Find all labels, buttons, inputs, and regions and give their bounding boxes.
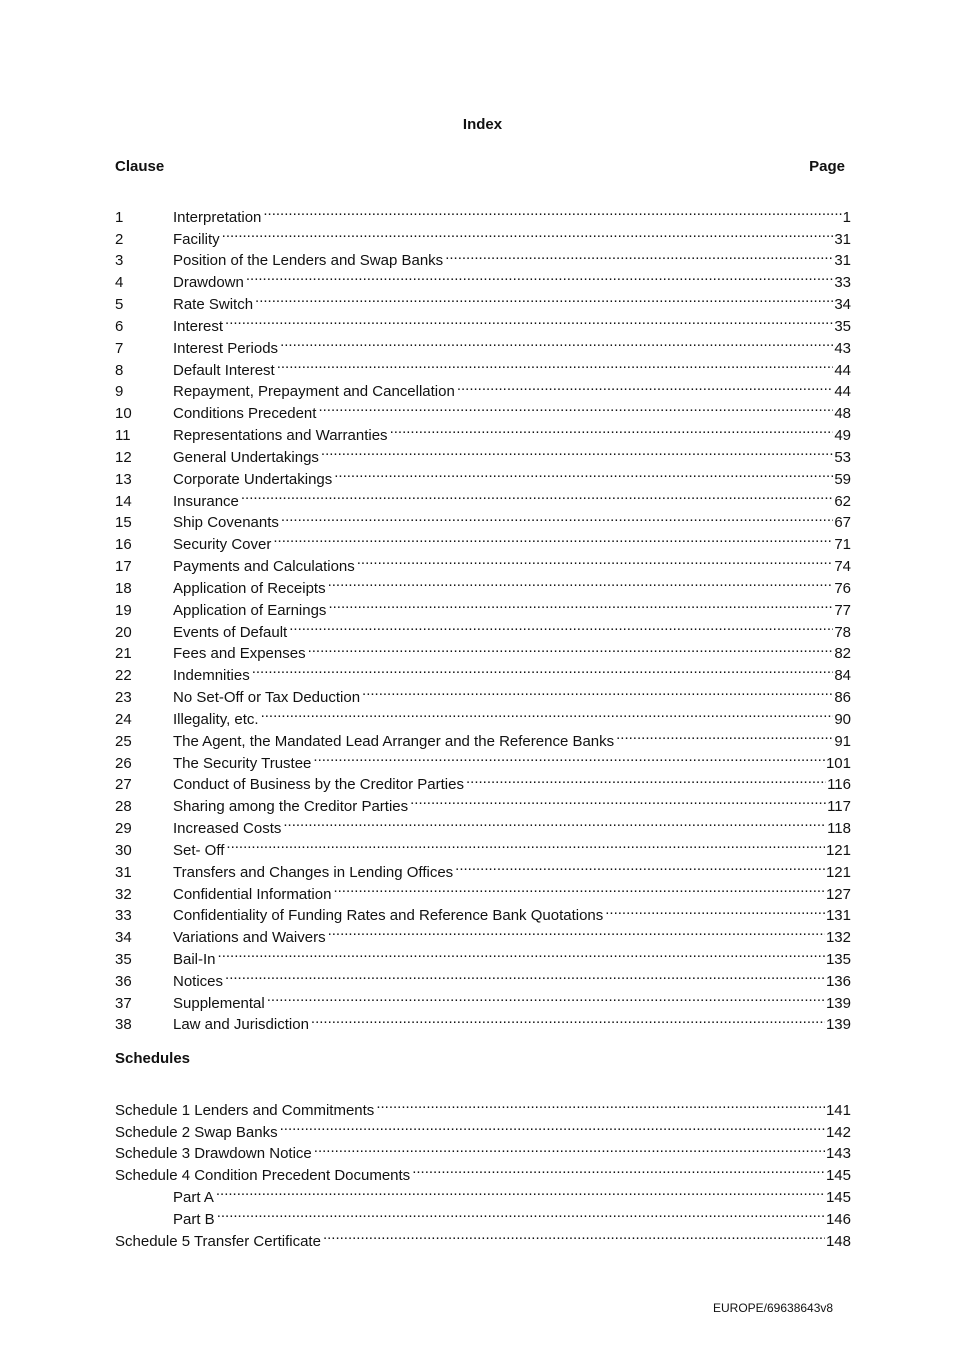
clause-title: Increased Costs xyxy=(173,820,282,838)
clause-title: Confidential Information xyxy=(173,885,332,903)
page-number: 49 xyxy=(834,427,851,445)
clause-title: Insurance xyxy=(173,492,239,510)
clause-title: General Undertakings xyxy=(173,448,319,466)
clause-number: 28 xyxy=(115,798,132,816)
page-number: 48 xyxy=(834,405,851,423)
clause-column-header: Clause xyxy=(115,158,165,175)
clause-title: Facility xyxy=(173,230,220,248)
column-headers xyxy=(115,158,845,175)
clause-title: The Security Trustee xyxy=(173,754,312,772)
dot-leader xyxy=(457,375,833,397)
clause-number: 32 xyxy=(115,885,132,903)
dot-leader xyxy=(313,746,825,768)
clause-number: 2 xyxy=(115,230,124,248)
clause-number: 9 xyxy=(115,383,124,401)
clause-number: 20 xyxy=(115,623,132,641)
dot-leader xyxy=(328,593,833,615)
clause-title: Transfers and Changes in Lending Offices xyxy=(173,863,454,881)
clause-number: 6 xyxy=(115,317,124,335)
schedule-entry[interactable] xyxy=(115,1093,851,1119)
clause-title: Rate Switch xyxy=(173,296,254,314)
clause-title: Conditions Precedent xyxy=(173,405,317,423)
page-number: 82 xyxy=(834,645,851,663)
dot-leader xyxy=(376,1093,825,1115)
clause-title: Default Interest xyxy=(173,361,275,379)
dot-leader xyxy=(225,309,833,331)
dot-leader xyxy=(283,811,826,833)
dot-leader xyxy=(273,527,833,549)
clause-number: 21 xyxy=(115,645,132,663)
page-number: 76 xyxy=(834,579,851,597)
page-number: 53 xyxy=(834,448,851,466)
clause-number: 24 xyxy=(115,710,132,728)
clause-title: Events of Default xyxy=(173,623,288,641)
clause-title: Repayment, Prepayment and Cancellation xyxy=(173,383,455,401)
clause-title: Payments and Calculations xyxy=(173,558,355,576)
clause-number: 4 xyxy=(115,274,124,292)
dot-leader xyxy=(263,200,841,222)
dot-leader xyxy=(277,353,834,375)
clause-number: 7 xyxy=(115,339,124,357)
clause-title: Representations and Warranties xyxy=(173,427,388,445)
page-number: 33 xyxy=(834,274,851,292)
dot-leader xyxy=(445,244,833,266)
schedule-title: Part A xyxy=(173,1189,214,1207)
clause-title: Law and Jurisdiction xyxy=(173,1016,309,1034)
dot-leader xyxy=(216,1180,825,1202)
clause-title: Security Cover xyxy=(173,536,272,554)
clause-title: Position of the Lenders and Swap Banks xyxy=(173,252,444,270)
schedule-title: Schedule 1 Lenders and Commitments xyxy=(115,1101,375,1119)
dot-leader xyxy=(281,506,833,528)
clause-title: The Agent, the Mandated Lead Arranger and the Reference Banks xyxy=(173,732,615,750)
page-number: 132 xyxy=(825,929,851,947)
dot-leader xyxy=(334,462,833,484)
clause-number: 13 xyxy=(115,470,132,488)
page-number: 145 xyxy=(825,1167,851,1185)
dot-leader xyxy=(455,855,825,877)
dot-leader xyxy=(323,1224,825,1246)
clause-number: 38 xyxy=(115,1016,132,1034)
clause-number: 12 xyxy=(115,448,132,466)
page-number: 1 xyxy=(842,208,851,226)
page-number: 34 xyxy=(834,296,851,314)
page-number: 71 xyxy=(834,536,851,554)
page-number: 78 xyxy=(834,623,851,641)
toc-entry[interactable] xyxy=(115,331,851,357)
toc-entry[interactable] xyxy=(115,942,851,968)
page-number: 121 xyxy=(825,863,851,881)
clause-number: 10 xyxy=(115,405,132,423)
dot-leader xyxy=(321,440,833,462)
clause-title: Conduct of Business by the Creditor Parties xyxy=(173,776,464,794)
page-number: 101 xyxy=(825,754,851,772)
clause-number: 23 xyxy=(115,689,132,707)
clause-number: 37 xyxy=(115,994,132,1012)
dot-leader xyxy=(261,702,834,724)
page-number: 90 xyxy=(834,710,851,728)
page-number: 116 xyxy=(827,776,851,794)
page-column-header: Page xyxy=(809,158,845,175)
schedule-title: Schedule 4 Condition Precedent Documents xyxy=(115,1167,411,1185)
page-number: 121 xyxy=(825,841,851,859)
document-reference: EUROPE/69638643v8 xyxy=(713,1301,834,1315)
dot-leader xyxy=(280,331,833,353)
clause-title: Interpretation xyxy=(173,208,262,226)
clause-number: 5 xyxy=(115,296,124,314)
clause-number: 11 xyxy=(115,427,131,445)
page-number: 139 xyxy=(825,994,851,1012)
dot-leader xyxy=(357,549,834,571)
dot-leader xyxy=(252,658,834,680)
dot-leader xyxy=(308,637,834,659)
page-number: 86 xyxy=(834,689,851,707)
clause-number: 27 xyxy=(115,776,132,794)
dot-leader xyxy=(328,920,825,942)
dot-leader xyxy=(466,768,826,790)
schedule-title: Part B xyxy=(173,1210,215,1228)
page-number: 118 xyxy=(827,820,851,838)
page-number: 43 xyxy=(834,339,851,357)
page-number: 142 xyxy=(825,1123,851,1141)
dot-leader xyxy=(226,833,825,855)
dot-leader xyxy=(605,899,825,921)
dot-leader xyxy=(241,484,833,506)
clause-title: Application of Receipts xyxy=(173,579,326,597)
toc-entry[interactable] xyxy=(115,222,851,248)
clause-number: 30 xyxy=(115,841,132,859)
page-number: 44 xyxy=(834,361,851,379)
page-number: 31 xyxy=(834,230,851,248)
clause-number: 16 xyxy=(115,536,132,554)
clause-number: 8 xyxy=(115,361,124,379)
dot-leader xyxy=(218,942,825,964)
dot-leader xyxy=(225,964,825,986)
clause-number: 1 xyxy=(115,208,124,226)
clause-title: Application of Earnings xyxy=(173,601,327,619)
clause-title: Bail-In xyxy=(173,950,216,968)
clause-number: 15 xyxy=(115,514,132,532)
page-title: Index xyxy=(462,116,503,133)
dot-leader xyxy=(311,1008,825,1030)
schedule-part-entry[interactable] xyxy=(115,1180,851,1207)
schedule-title: Schedule 5 Transfer Certificate xyxy=(115,1232,321,1250)
dot-leader xyxy=(280,1115,825,1137)
dot-leader xyxy=(267,986,825,1008)
dot-leader xyxy=(255,287,833,309)
page-number: 136 xyxy=(825,972,851,990)
page-number: 127 xyxy=(825,885,851,903)
page-number: 148 xyxy=(825,1232,851,1250)
clause-number: 33 xyxy=(115,907,132,925)
clause-title: Confidentiality of Funding Rates and Reference Bank Quotations xyxy=(173,907,604,925)
dot-leader xyxy=(412,1158,825,1180)
clause-title: Interest Periods xyxy=(173,339,279,357)
clause-list xyxy=(115,200,851,1034)
page-number: 145 xyxy=(825,1189,851,1207)
clause-title: Corporate Undertakings xyxy=(173,470,333,488)
dot-leader xyxy=(217,1202,825,1224)
toc-entry[interactable] xyxy=(115,986,851,1012)
clause-number: 18 xyxy=(115,579,132,597)
page-number: 44 xyxy=(834,383,851,401)
page-number: 77 xyxy=(834,601,851,619)
schedules-heading: Schedules xyxy=(115,1050,191,1067)
page-number: 117 xyxy=(827,798,851,816)
dot-leader xyxy=(318,396,833,418)
clause-title: Supplemental xyxy=(173,994,265,1012)
schedule-part-entry[interactable] xyxy=(115,1202,851,1228)
clause-number: 17 xyxy=(115,558,132,576)
clause-number: 29 xyxy=(115,820,132,838)
clause-title: No Set-Off or Tax Deduction xyxy=(173,689,361,707)
clause-title: Indemnities xyxy=(173,667,250,685)
clause-number: 14 xyxy=(115,492,132,510)
toc-entry[interactable] xyxy=(115,244,851,270)
dot-leader xyxy=(289,615,833,637)
dot-leader xyxy=(390,418,834,440)
page-number: 143 xyxy=(825,1145,851,1163)
clause-title: Interest xyxy=(173,317,224,335)
clause-number: 26 xyxy=(115,754,132,772)
page-number: 135 xyxy=(825,950,851,968)
clause-title: Drawdown xyxy=(173,274,244,292)
toc-entry[interactable] xyxy=(115,964,851,990)
toc-entry[interactable] xyxy=(115,200,851,226)
page-number: 91 xyxy=(834,732,851,750)
page-number: 74 xyxy=(834,558,851,576)
clause-title: Ship Covenants xyxy=(173,514,279,532)
dot-leader xyxy=(328,571,834,593)
schedule-title: Schedule 2 Swap Banks xyxy=(115,1123,278,1141)
dot-leader xyxy=(314,1137,825,1159)
page-number: 141 xyxy=(825,1101,851,1119)
page-number: 146 xyxy=(825,1210,851,1228)
clause-title: Set- Off xyxy=(173,841,225,859)
toc-entry[interactable] xyxy=(115,309,851,335)
clause-number: 19 xyxy=(115,601,132,619)
page-number: 139 xyxy=(825,1016,851,1034)
dot-leader xyxy=(246,265,833,287)
dot-leader xyxy=(362,680,833,702)
clause-number: 35 xyxy=(115,950,132,968)
schedule-title: Schedule 3 Drawdown Notice xyxy=(115,1145,312,1163)
clause-title: Sharing among the Creditor Parties xyxy=(173,798,409,816)
clause-title: Fees and Expenses xyxy=(173,645,306,663)
dot-leader xyxy=(410,789,826,811)
page-number: 62 xyxy=(834,492,851,510)
clause-number: 36 xyxy=(115,972,132,990)
page-number: 31 xyxy=(834,252,851,270)
schedule-entry[interactable] xyxy=(115,1224,851,1250)
page-number: 35 xyxy=(834,317,851,335)
clause-title: Illegality, etc. xyxy=(173,710,259,728)
page-number: 84 xyxy=(834,667,851,685)
schedule-list xyxy=(115,1093,851,1250)
clause-number: 3 xyxy=(115,252,124,270)
page-number: 59 xyxy=(834,470,851,488)
dot-leader xyxy=(222,222,834,244)
clause-number: 22 xyxy=(115,667,132,685)
page-number: 67 xyxy=(834,514,851,532)
dot-leader xyxy=(333,877,825,899)
clause-number: 34 xyxy=(115,929,132,947)
clause-number: 25 xyxy=(115,732,132,750)
clause-title: Variations and Waivers xyxy=(173,929,326,947)
dot-leader xyxy=(616,724,833,746)
clause-number: 31 xyxy=(115,863,132,881)
page-number: 131 xyxy=(825,907,851,925)
clause-title: Notices xyxy=(173,972,224,990)
